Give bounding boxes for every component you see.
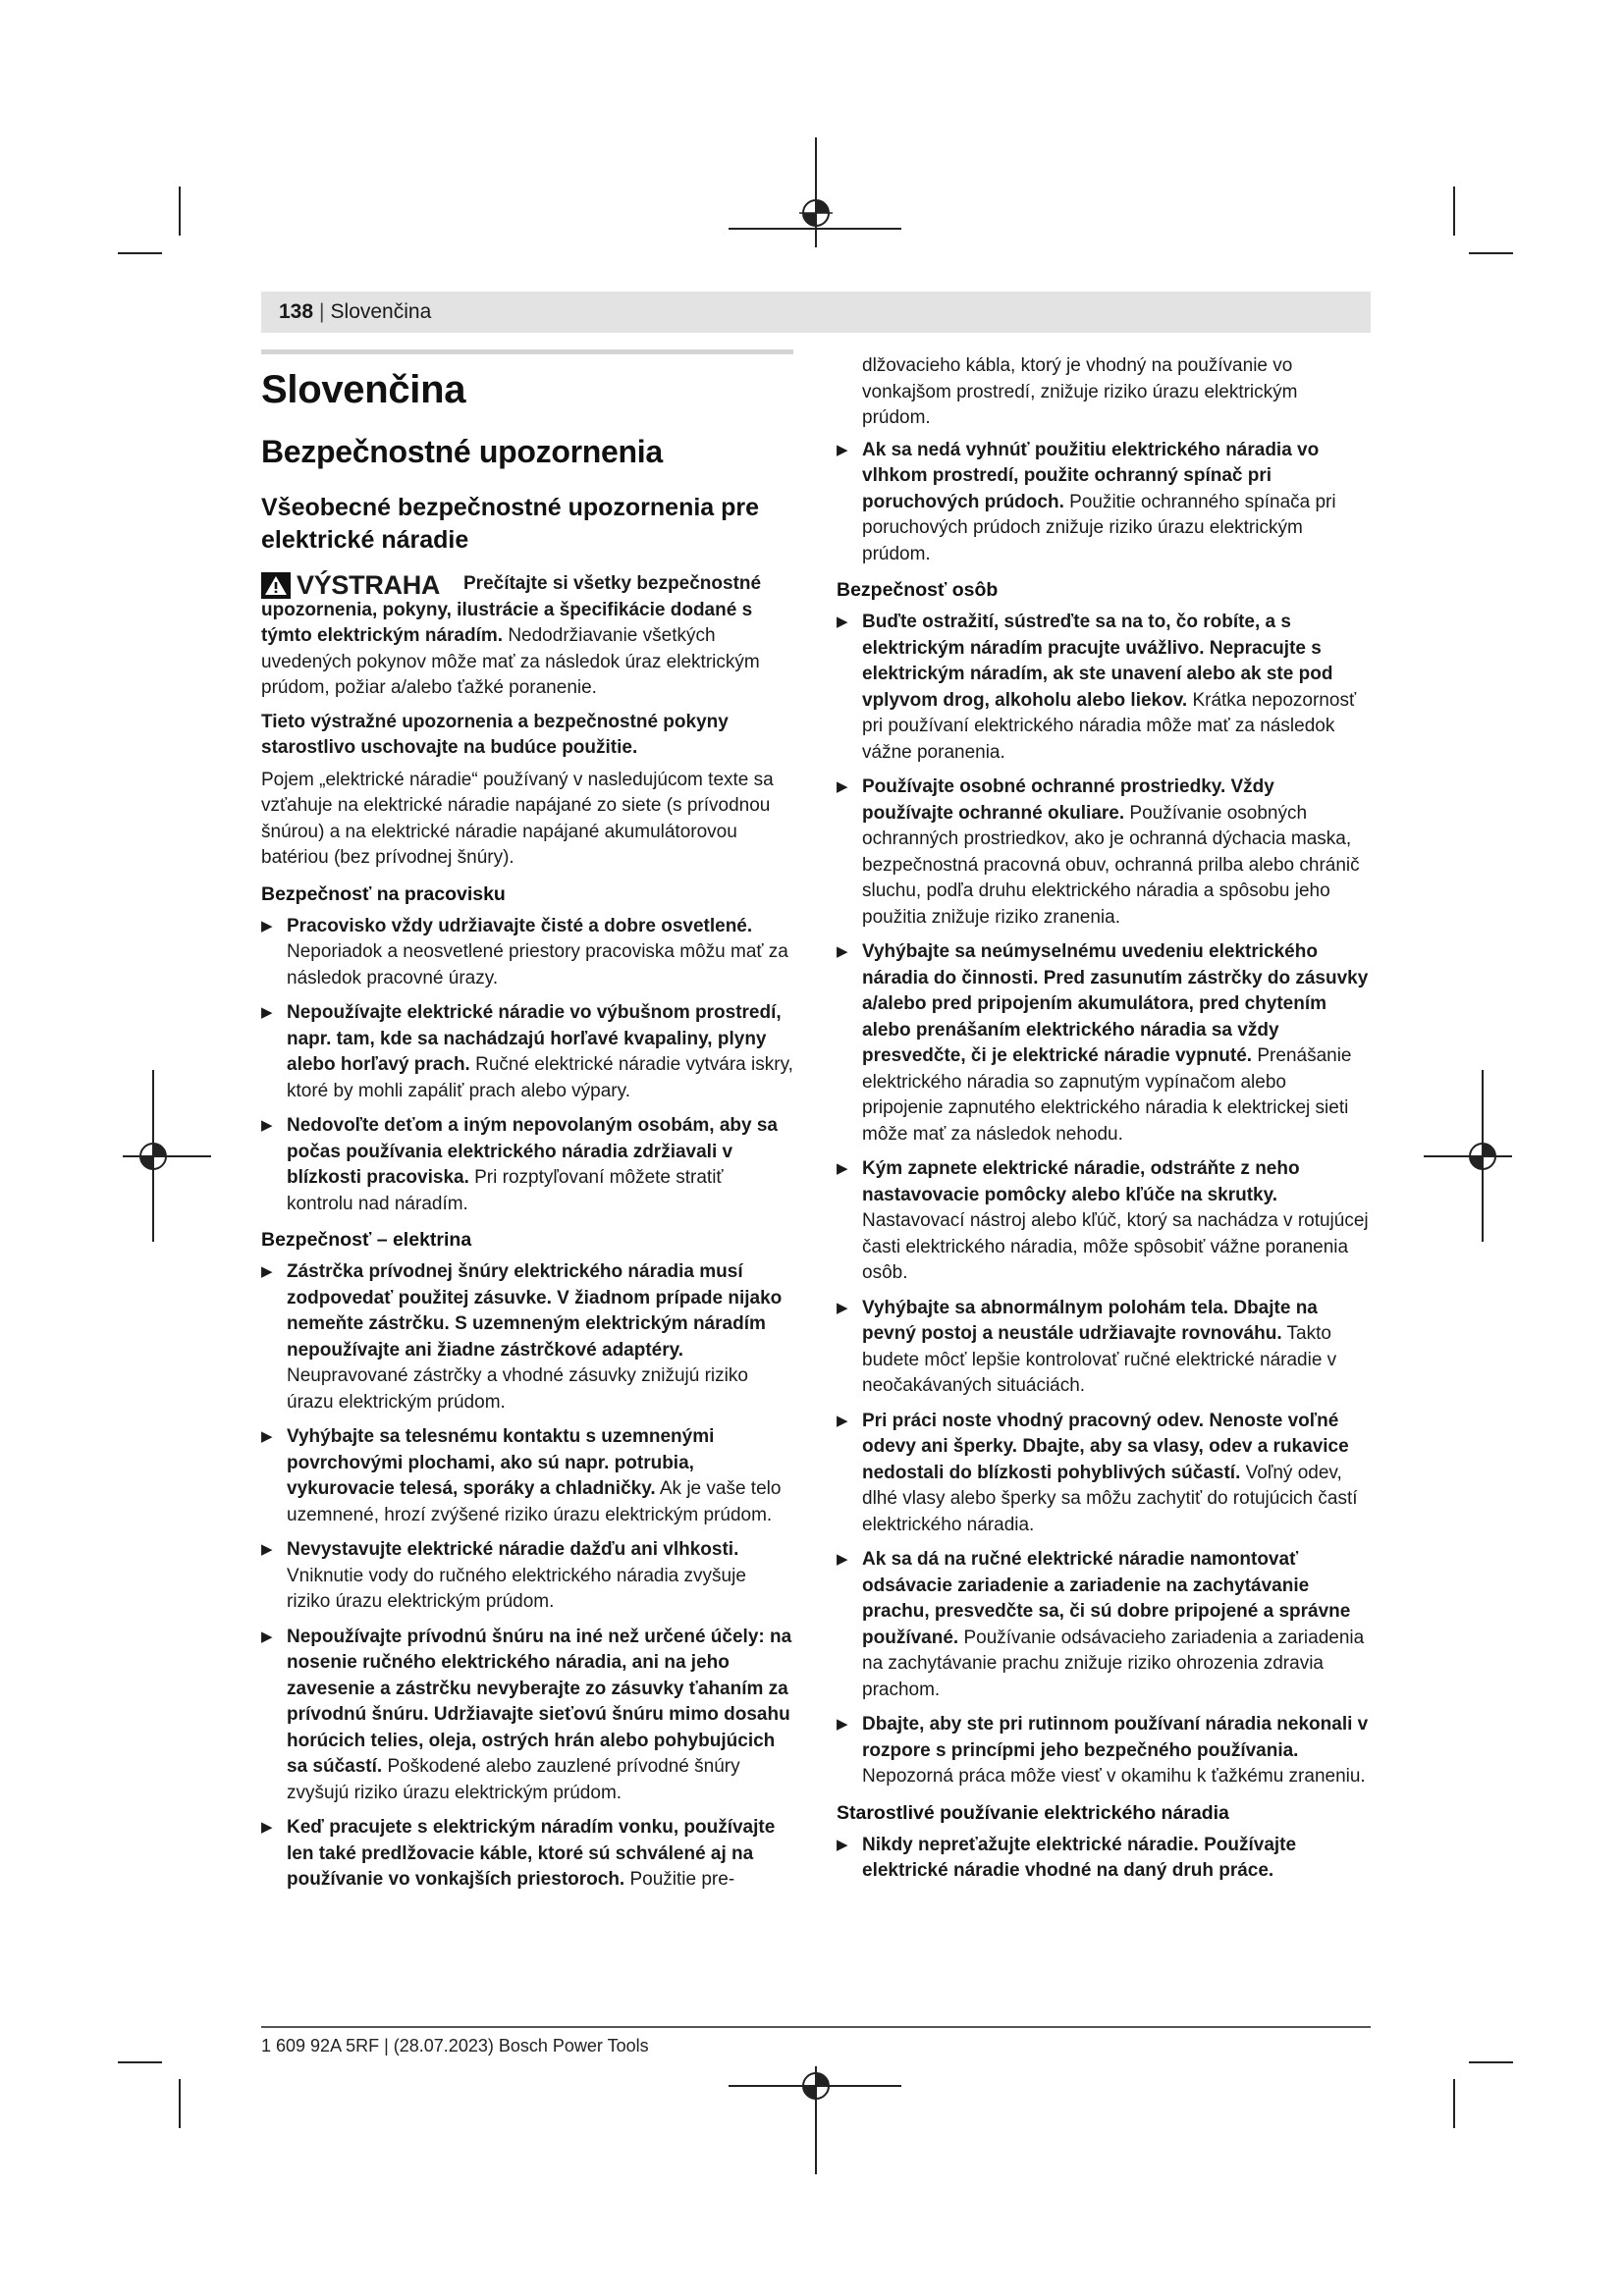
registration-mark-icon xyxy=(799,2069,833,2103)
bullet-arrow-icon: ▶ xyxy=(261,1541,273,1558)
bullet-arrow-icon: ▶ xyxy=(837,1551,848,1568)
list-item: ▶ Nepoužívajte elektrické náradie vo výbušnom prostredí, napr. tam, kde sa nachádzajú horľavé kvapaliny, plyny alebo horľavý prach. Ručné elektrické náradie vytvára iskry, ktoré by mohli zapáliť prach alebo výpary. xyxy=(261,1002,793,1101)
registration-mark-icon xyxy=(1466,1140,1499,1173)
keep-instructions: Tieto výstražné upozornenia a bezpečnostné pokyny starostlivo uschovajte na budúce použitie. xyxy=(261,711,729,758)
left-column xyxy=(261,349,793,1902)
header-separator: | xyxy=(319,300,325,323)
bullet-arrow-icon: ▶ xyxy=(837,943,848,960)
bullet-arrow-icon: ▶ xyxy=(837,778,848,795)
page-title: Slovenčina xyxy=(261,368,466,411)
work-area-list xyxy=(261,914,793,1218)
footer-text: 1 609 92A 5RF | (28.07.2023) Bosch Power Tools xyxy=(261,2036,649,2056)
bullet-arrow-icon: ▶ xyxy=(261,1004,273,1021)
page-number: 138 xyxy=(279,300,314,323)
registration-line xyxy=(815,137,817,247)
work-area-heading: Bezpečnosť na pracovisku xyxy=(261,882,506,905)
bullet-arrow-icon: ▶ xyxy=(837,1412,848,1429)
term-definition: Pojem „elektrické náradie“ používaný v nasledujúcom texte sa vzťahuje na elektrické náradie napájané zo siete (s prívodnou šnúrou) a na elektrické náradie napájané akumulátorovou batériou (bez prívodnej šnúry). xyxy=(261,769,774,868)
careful-use-heading: Starostlivé používanie elektrického náradia xyxy=(837,1801,1229,1824)
list-item: ▶ Buďte ostražití, sústreďte sa na to, čo robíte, a s elektrickým náradím pracujte uvážlivo. Nepracujte s elektrickým náradím, ak ste unavení alebo ak ste pod vplyvom drog, alkoholu alebo liekov. Krátka nepozornosť pri používaní elektrického náradia môže mať za následok vážne poranenia. xyxy=(837,612,1357,763)
registration-mark-icon xyxy=(136,1140,170,1173)
warning-block xyxy=(261,570,793,702)
personal-safety-list xyxy=(837,610,1369,1790)
page-header xyxy=(261,292,1371,333)
list-item: ▶ Nevystavujte elektrické náradie dažďu ani vlhkosti. Vniknutie vody do ručného elektrického náradia zvyšuje riziko úrazu elektrickým prúdom. xyxy=(261,1539,746,1612)
rcd-list xyxy=(837,438,1369,568)
list-item: ▶ Nikdy nepreťažujte elektrické náradie. Používajte elektrické náradie vhodné na daný druh práce. xyxy=(837,1834,1297,1881)
crop-mark xyxy=(1453,2079,1455,2128)
electrical-heading: Bezpečnosť – elektrina xyxy=(261,1229,472,1251)
footer-rule xyxy=(261,2026,1371,2028)
warning-text: Nedodržiavanie všetkých uvedených pokynov môže mať za následok úraz elektrickým prúdom, požiar a/alebo ťažké poranenie. xyxy=(261,625,760,698)
bullet-arrow-icon: ▶ xyxy=(837,1299,848,1316)
bullet-arrow-icon: ▶ xyxy=(261,1628,273,1645)
bullet-arrow-icon: ▶ xyxy=(261,1117,273,1134)
header-section: Slovenčina xyxy=(330,300,432,323)
continuation-text: dlžovacieho kábla, ktorý je vhodný na používanie vo vonkajšom prostredí, znižuje riziko úrazu elektrickým prúdom. xyxy=(862,355,1298,428)
list-item: ▶ Vyhýbajte sa neúmyselnému uvedeniu elektrického náradia do činnosti. Pred zasunutím zástrčky do zásuvky a/alebo pred pripojením akumulátora, pred chytením alebo prenášaním elektrického náradia sa vždy presvedčte, či je elektrické náradie vypnuté. Prenášanie elektrického náradia so zapnutým vypínačom alebo pripojenie zapnutého elektrického náradia k elektrickej sieti môže mať za následok nehodu. xyxy=(837,941,1369,1145)
bullet-arrow-icon: ▶ xyxy=(837,1160,848,1177)
list-item: ▶ Nedovoľte deťom a iným nepovolaným osobám, aby sa počas používania elektrického náradia zdržiavali v blízkosti pracoviska. Pri rozptyľovaní môžete stratiť kontrolu nad náradím. xyxy=(261,1115,778,1214)
bullet-arrow-icon: ▶ xyxy=(837,614,848,630)
list-item: ▶ Vyhýbajte sa abnormálnym polohám tela. Dbajte na pevný postoj a neustále udržiavajte rovnováhu. Takto budete môcť lepšie kontrolovať ručné elektrické náradie v neočakávaných situáciách. xyxy=(837,1297,1337,1396)
warning-word: VÝSTRAHA xyxy=(297,570,441,600)
electrical-list xyxy=(261,1259,793,1894)
bullet-arrow-icon: ▶ xyxy=(261,1263,273,1280)
list-item: ▶ Dbajte, aby ste pri rutinnom používaní náradia nekonali v rozpore s princípmi jeho bezpečného používania. Nepozorná práca môže viesť v okamihu k ťažkému zraneniu. xyxy=(837,1714,1369,1787)
bullet-arrow-icon: ▶ xyxy=(837,441,848,458)
list-item: ▶ Ak sa nedá vyhnúť použitiu elektrického náradia vo vlhkom prostredí, použite ochranný spínač pri poruchových prúdoch. Použitie ochranného spínača pri poruchových prúdoch znižuje riziko úrazu elektrickým prúdom. xyxy=(837,439,1336,564)
list-item: ▶ Vyhýbajte sa telesnému kontaktu s uzemnenými povrchovými plochami, ako sú napr. potrubia, vykurovacie telesá, sporáky a chladničky. Ak je vaše telo uzemnené, hrozí zvýšené riziko úrazu elektrickým prúdom. xyxy=(261,1426,782,1525)
section-title: Bezpečnostné upozornenia xyxy=(261,434,663,469)
list-item: ▶ Zástrčka prívodnej šnúry elektrického náradia musí zodpovedať použitej zásuvke. V žiadnom prípade nijako nemeňte zástrčku. S uzemneným elektrickým náradím nepoužívajte ani žiadne zástrčkové adaptéry. Neupravované zástrčky a vhodné zásuvky znižujú riziko úrazu elektrickým prúdom. xyxy=(261,1261,783,1413)
crop-mark xyxy=(1469,2061,1513,2063)
title-rule xyxy=(261,349,793,354)
list-item: ▶ Kým zapnete elektrické náradie, odstráňte z neho nastavovacie pomôcky alebo kľúče na skrutky. Nastavovací nástroj alebo kľúč, ktorý sa nachádza v rotujúcej časti elektrického náradia, môže spôsobiť vážne poranenia osôb. xyxy=(837,1158,1369,1283)
bullet-arrow-icon: ▶ xyxy=(261,917,273,934)
personal-safety-heading: Bezpečnosť osôb xyxy=(837,579,999,601)
crop-mark xyxy=(179,187,181,236)
crop-mark xyxy=(179,2079,181,2128)
bullet-arrow-icon: ▶ xyxy=(261,1428,273,1445)
careful-use-list xyxy=(837,1833,1369,1885)
list-item: ▶ Pracovisko vždy udržiavajte čisté a dobre osvetlené. Neporiadok a neosvetlené priestory pracoviska môžu mať za následok pracovné úrazy. xyxy=(261,915,788,988)
crop-mark xyxy=(118,2061,162,2063)
registration-mark-icon xyxy=(799,196,833,230)
crop-mark xyxy=(1469,252,1513,254)
general-heading: Všeobecné bezpečnostné upozornenia pre elektrické náradie xyxy=(261,494,760,554)
bullet-arrow-icon: ▶ xyxy=(837,1836,848,1853)
warning-lead: Prečítajte si všetky bezpečnostné upozornenia, pokyny, ilustrácie a špecifikácie dodané s týmto elektrickým náradím. xyxy=(261,573,762,646)
list-item: ▶ Pri práci noste vhodný pracovný odev. Nenoste voľné odevy ani šperky. Dbajte, aby sa vlasy, odev a rukavice nedostali do blízkosti pohyblivých súčastí. Voľný odev, dlhé vlasy alebo šperky sa môžu zachytiť do rotujúcich častí elektrického náradia. xyxy=(837,1410,1358,1535)
right-column xyxy=(837,353,1369,1894)
bullet-arrow-icon: ▶ xyxy=(837,1716,848,1733)
list-item: ▶ Nepoužívajte prívodnú šnúru na iné než určené účely: na nosenie ručného elektrického náradia, ani na jeho zavesenie a zástrčku nevyberajte zo zásuvky ťahaním za prívodnú šnúru. Udržiavajte sieťovú šnúru mimo dosahu horúcich telies, oleja, ostrých hrán alebo pohybujúcich sa súčastí. Poškodené alebo zauzlené prívodné šnúry zvyšujú riziko úrazu elektrickým prúdom. xyxy=(261,1626,792,1803)
bullet-arrow-icon: ▶ xyxy=(261,1819,273,1836)
list-item: ▶ Ak sa dá na ručné elektrické náradie namontovať odsávacie zariadenie a zariadenie na zachytávanie prachu, presvedčte sa, či sú dobre pripojené a správne používané. Používanie odsávacieho zariadenia a zariadenia na zachytávanie prachu znižuje riziko ohrozenia zdravia prachom. xyxy=(837,1549,1365,1700)
list-item: ▶ Keď pracujete s elektrickým náradím vonku, používajte len také predlžovacie káble, ktoré sú schválené aj na používanie vo vonkajších priestoroch. Použitie pre- xyxy=(261,1817,776,1890)
crop-mark xyxy=(1453,187,1455,236)
list-item: ▶ Používajte osobné ochranné prostriedky. Vždy používajte ochranné okuliare. Používanie osobných ochranných prostriedkov, ako je ochranná dýchacia maska, bezpečnostná pracovná obuv, ochranná prilba alebo chránič sluchu, podľa druhu elektrického náradia a spôsobu jeho použitia znižuje riziko zranenia. xyxy=(837,776,1360,928)
crop-mark xyxy=(118,252,162,254)
